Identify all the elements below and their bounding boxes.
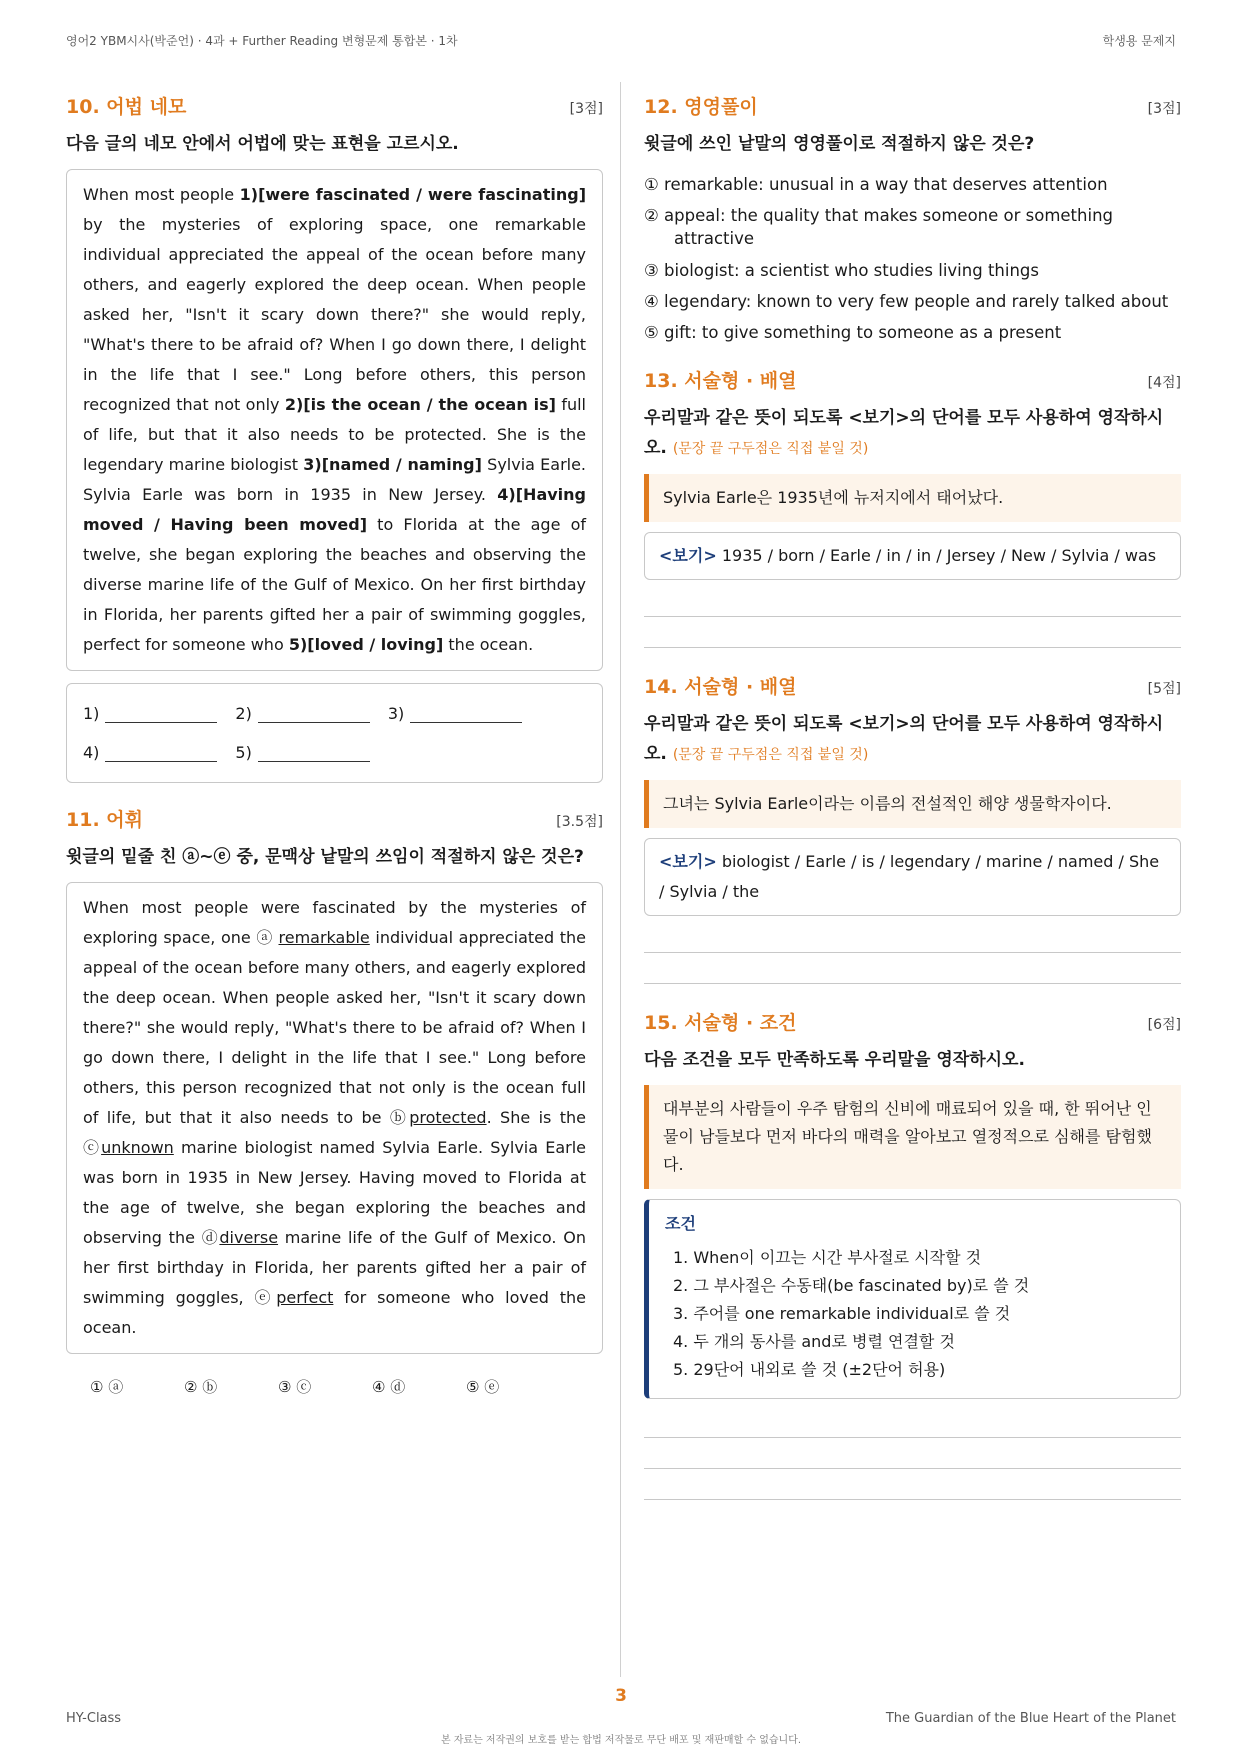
passage-text: individual appreciated the appeal of the ocean before many others, and eagerly explored the deep ocean. When people asked her, "Isn't it scary down there?" she would reply, "What's there to be afraid of? When I go down there, I delight in the life that I see." Long before others, this person recognized that not only is the ocean full of life, but that it also needs to be	[83, 928, 587, 1127]
answer-blank-1[interactable]	[83, 704, 217, 723]
option-4[interactable]: ④ legendary: known to very few people and rarely talked about	[644, 292, 1169, 311]
condition-item: 3. 주어를 one remarkable individual로 쓸 것	[673, 1304, 1011, 1323]
q11-choices	[66, 1376, 603, 1397]
underlined-word-b: protected	[409, 1108, 487, 1127]
q11-title: 11. 어휘	[66, 809, 143, 831]
marker-e: ⓔ	[254, 1288, 277, 1307]
q10-passage	[66, 169, 603, 671]
option-5[interactable]: ⑤ gift: to give something to someone as a present	[644, 323, 1062, 342]
bogi-words: biologist / Earle / is / legendary / marine / named / She / Sylvia / the	[659, 852, 1160, 901]
grammar-box-4: 4)[Having moved / Having been moved]	[83, 485, 586, 534]
q13-bogi-box	[644, 532, 1181, 580]
question-10	[66, 92, 603, 783]
q12-points: [3점]	[1147, 101, 1181, 117]
passage-text: When most people were fascinated by the mysteries of exploring space, one	[83, 898, 586, 947]
q11-stem: 윗글의 밑줄 친 ⓐ~ⓔ 중, 문맥상 낱말의 쓰임이 적절하지 않은 것은?	[66, 847, 584, 867]
choice-5[interactable]: ⑤ ⓔ	[466, 1378, 500, 1396]
q13-points: [4점]	[1147, 375, 1181, 391]
option-2-text: ② appeal: the quality that makes someone or something	[644, 206, 1114, 225]
footer-left: HY-Class	[66, 1711, 122, 1726]
passage-text: marine biologist named Sylvia Earle. Sylvia Earle was born in 1935 in New Jersey. Having moved to Florida at the age of twelve, she began exploring the beaches and observing the	[83, 1138, 586, 1247]
conditions-title: 조건	[665, 1214, 696, 1233]
question-12	[644, 92, 1181, 348]
underlined-word-c: unknown	[101, 1138, 174, 1157]
q10-points: [3점]	[569, 101, 603, 117]
q13-stem	[644, 403, 1181, 464]
grammar-box-1: 1)[were fascinated / were fascinating]	[239, 185, 587, 204]
header-right: 학생용 문제지	[1102, 34, 1176, 48]
passage-text: full of life, but that it also needs to be protected. She is the legendary marine biologist	[83, 395, 586, 474]
bogi-label: <보기>	[659, 852, 717, 871]
answer-label: 2)	[235, 704, 252, 723]
grammar-box-5: 5)[loved / loving]	[288, 635, 444, 654]
left-column	[66, 92, 603, 1397]
answer-label: 4)	[83, 743, 100, 762]
q12-title: 12. 영영풀이	[644, 96, 758, 118]
marker-d: ⓓ	[201, 1228, 220, 1247]
q13-title: 13. 서술형 · 배열	[644, 370, 797, 392]
q13-stem-text: 우리말과 같은 뜻이 되도록 <보기>의 단어를 모두 사용하여 영작하시오.	[644, 408, 1164, 458]
q14-bogi-box	[644, 838, 1181, 916]
answer-blank-2[interactable]	[235, 704, 369, 723]
q14-title: 14. 서술형 · 배열	[644, 676, 797, 698]
option-2[interactable]	[644, 200, 1181, 251]
choice-1[interactable]: ① ⓐ	[90, 1378, 124, 1396]
answer-blank-4[interactable]	[83, 743, 217, 762]
choice-2[interactable]: ② ⓑ	[184, 1378, 218, 1396]
option-3[interactable]: ③ biologist: a scientist who studies living things	[644, 261, 1039, 280]
footer-right: The Guardian of the Blue Heart of the Planet	[885, 1711, 1176, 1726]
condition-item: 2. 그 부사절은 수동태(be fascinated by)로 쓸 것	[673, 1276, 1030, 1295]
q11-passage	[66, 882, 603, 1354]
q10-stem: 다음 글의 네모 안에서 어법에 맞는 표현을 고르시오.	[66, 134, 459, 154]
q14-writing-area[interactable]	[644, 922, 1181, 984]
condition-item: 5. 29단어 내외로 쓸 것 (±2단어 허용)	[673, 1360, 946, 1379]
q14-note: (문장 끝 구두점은 직접 붙일 것)	[672, 747, 869, 763]
condition-item: 4. 두 개의 동사를 and로 병렬 연결할 것	[673, 1332, 955, 1351]
question-15	[644, 1008, 1181, 1500]
q15-korean-passage: 대부분의 사람들이 우주 탐험의 신비에 매료되어 있을 때, 한 뛰어난 인물이 남들보다 먼저 바다의 매력을 알아보고 열정적으로 심해를 탐험했다.	[644, 1085, 1181, 1189]
question-11	[66, 805, 603, 1397]
condition-item: 1. When이 이끄는 시간 부사절로 시작할 것	[673, 1248, 982, 1267]
underlined-word-d: diverse	[219, 1228, 279, 1247]
q10-answer-box	[66, 683, 603, 783]
header-left: 영어2 YBM시사(박준언) · 4과 + Further Reading 변형문제 통합본 · 1차	[66, 34, 458, 48]
q12-stem: 윗글에 쓰인 낱말의 영영풀이로 적절하지 않은 것은?	[644, 134, 1035, 154]
q10-title: 10. 어법 네모	[66, 96, 187, 118]
option-1[interactable]: ① remarkable: unusual in a way that deserves attention	[644, 175, 1108, 194]
underlined-word-a: remarkable	[278, 928, 370, 947]
passage-text: When most people	[83, 185, 240, 204]
answer-blank-3[interactable]	[388, 704, 522, 723]
passage-text: the ocean.	[443, 635, 534, 654]
q14-points: [5점]	[1147, 681, 1181, 697]
passage-text: Sylvia Earle. Sylvia Earle was born in 1935 in New Jersey.	[83, 455, 587, 504]
q15-points: [6점]	[1147, 1017, 1181, 1033]
bogi-label: <보기>	[659, 546, 717, 565]
grammar-box-3: 3)[named / naming]	[303, 455, 482, 474]
option-2-text-cont: attractive	[674, 229, 754, 248]
choice-3[interactable]: ③ ⓒ	[278, 1378, 312, 1396]
column-divider	[620, 82, 621, 1677]
q15-title: 15. 서술형 · 조건	[644, 1012, 797, 1034]
answer-label: 3)	[387, 704, 405, 723]
choice-4[interactable]: ④ ⓓ	[372, 1378, 406, 1396]
page-number: 3	[615, 1686, 627, 1706]
q11-points: [3.5점]	[556, 814, 603, 830]
q14-korean-sentence: 그녀는 Sylvia Earle이라는 이름의 전설적인 해양 생물학자이다.	[644, 780, 1181, 828]
passage-text: for someone who loved the ocean.	[83, 1288, 587, 1337]
answer-label: 1)	[83, 704, 100, 723]
passage-text: to Florida at the age of twelve, she began exploring the beaches and observing the diverse marine life of the Gulf of Mexico. On her first birthday in Florida, her parents gifted her a pair of swimming goggles, perfect for someone who	[83, 515, 586, 654]
bogi-words: 1935 / born / Earle / in / in / Jersey / New / Sylvia / was	[721, 546, 1157, 565]
passage-text: . She is the	[486, 1108, 587, 1127]
q15-conditions-box	[644, 1199, 1181, 1399]
q15-writing-area[interactable]	[644, 1407, 1181, 1500]
q13-note: (문장 끝 구두점은 직접 붙일 것)	[672, 441, 869, 457]
copyright-notice: 본 자료는 저작권의 보호를 받는 합법 저작물로 무단 배포 및 재판매할 수 없습니다.	[440, 1735, 802, 1746]
q14-stem	[644, 709, 1181, 770]
question-13	[644, 366, 1181, 648]
marker-a: ⓐ	[256, 928, 273, 947]
q13-korean-sentence: Sylvia Earle은 1935년에 뉴저지에서 태어났다.	[644, 474, 1181, 522]
answer-label: 5)	[235, 743, 252, 762]
question-14	[644, 672, 1181, 984]
passage-text: by the mysteries of exploring space, one remarkable individual appreciated the appeal of the ocean before many others, and eagerly explored the deep ocean. When people asked her, "Isn't it scary down there?" she would reply, "What's there to be afraid of? When I go down there, I delight in the life that I see." Long before others, this person recognized that not only	[83, 215, 586, 414]
right-column	[644, 92, 1181, 1500]
underlined-word-e: perfect	[276, 1288, 334, 1307]
marker-b: ⓑ	[389, 1108, 410, 1127]
passage-text: marine life of the Gulf of Mexico. On her first birthday in Florida, her parents gifted her a pair of swimming goggles,	[83, 1228, 586, 1307]
marker-c: ⓒ	[83, 1138, 102, 1157]
grammar-box-2: 2)[is the ocean / the ocean is]	[284, 395, 556, 414]
q14-stem-text: 우리말과 같은 뜻이 되도록 <보기>의 단어를 모두 사용하여 영작하시오.	[644, 714, 1164, 764]
q15-stem: 다음 조건을 모두 만족하도록 우리말을 영작하시오.	[644, 1050, 1025, 1070]
q13-writing-area[interactable]	[644, 586, 1181, 648]
answer-blank-5[interactable]	[235, 743, 369, 762]
